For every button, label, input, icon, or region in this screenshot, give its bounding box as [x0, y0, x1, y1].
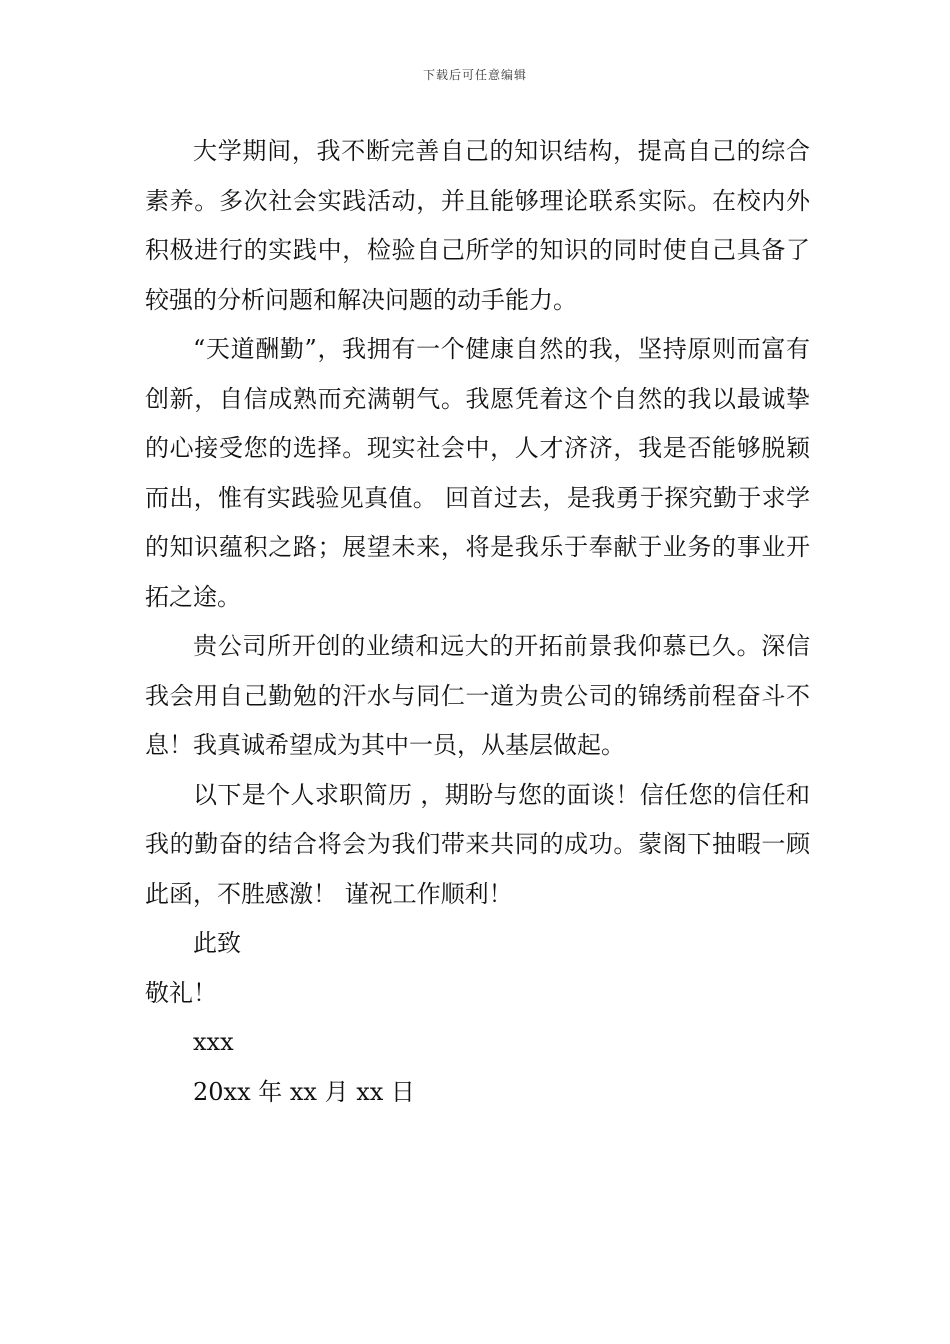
letter-body [145, 127, 810, 1117]
paragraph-character: “天道酬勤”，我拥有一个健康自然的我，坚持原则而富有创新，自信成熟而充满朝气。我愿凭着这个自然的我以最诚挚的心接受您的选择。现实社会中，人才济济，我是否能够脱颖而出，惟有实践验见真值。 回首过去，是我勇于探究勤于求学的知识蕴积之路；展望未来，将是我乐于奉献于业务的事业开拓之途。 [145, 335, 810, 611]
salute-line: 敬礼！ [145, 978, 217, 1007]
paragraph-company: 贵公司所开创的业绩和远大的开拓前景我仰慕已久。深信我会用自己勤勉的汗水与同仁一道为贵公司的锦绣前程奋斗不息！我真诚希望成为其中一员，从基层做起。 [145, 632, 810, 759]
signature: xxx [193, 1028, 234, 1056]
paragraph-education: 大学期间，我不断完善自己的知识结构，提高自己的综合素养。多次社会实践活动，并且能够理论联系实际。在校内外积极进行的实践中，检验自己所学的知识的同时使自己具备了较强的分析问题和解决问题的动手能力。 [145, 137, 810, 314]
closing-line: 此致 [193, 929, 241, 957]
date-line: 20xx 年 xx 月 xx 日 [193, 1077, 415, 1106]
paragraph-request: 以下是个人求职简历 ，期盼与您的面谈！信任您的信任和我的勤奋的结合将会为我们带来共同的成功。蒙阁下抽暇一顾此函，不胜感激！ 谨祝工作顺利！ [145, 780, 810, 908]
page-header: 下载后可任意编辑 [422, 68, 527, 82]
